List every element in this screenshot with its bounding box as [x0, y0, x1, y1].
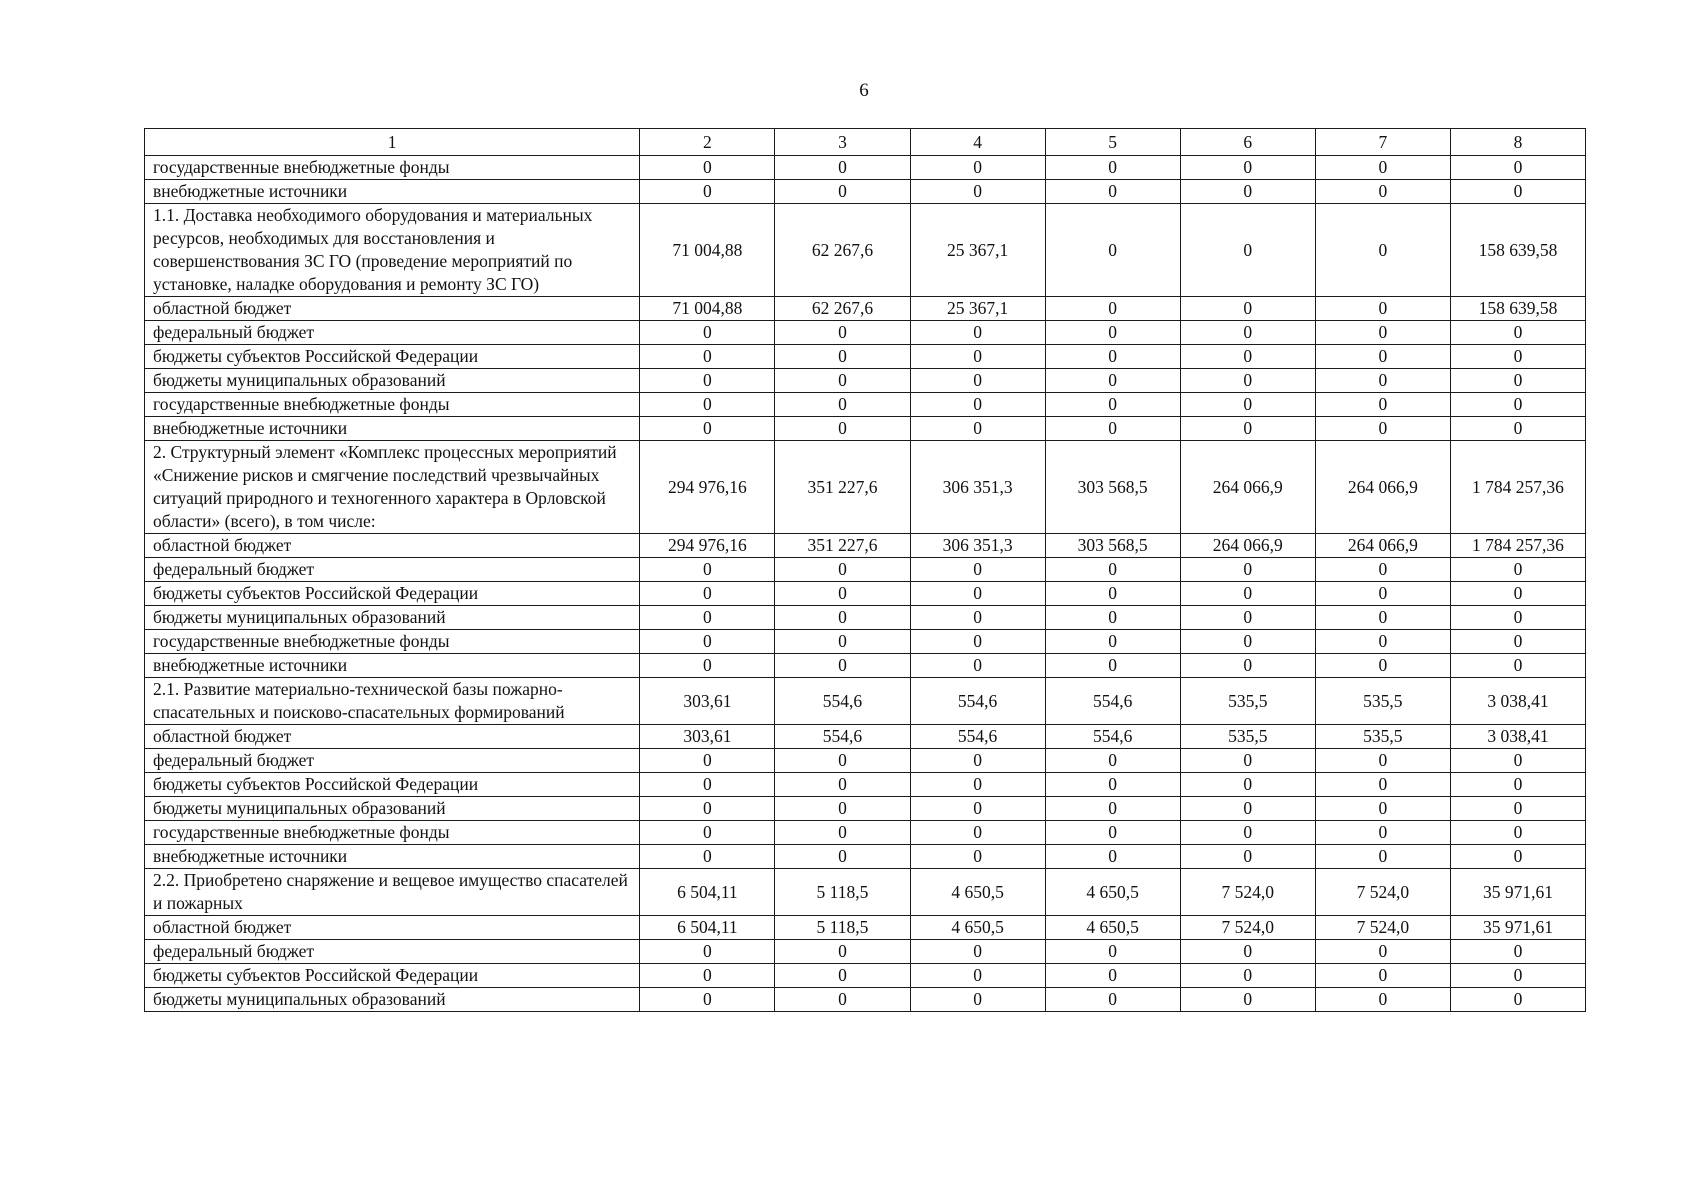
value-cell: 1 784 257,36: [1450, 534, 1585, 558]
value-cell: 158 639,58: [1450, 297, 1585, 321]
value-cell: 0: [640, 773, 775, 797]
value-cell: 554,6: [775, 725, 910, 749]
value-cell: 0: [1045, 369, 1180, 393]
value-cell: 35 971,61: [1450, 916, 1585, 940]
table-row: [145, 417, 1586, 441]
value-cell: 535,5: [1315, 678, 1450, 725]
value-cell: 0: [775, 393, 910, 417]
value-cell: 0: [1450, 749, 1585, 773]
table-row: [145, 558, 1586, 582]
row-label: внебюджетные источники: [145, 180, 640, 204]
value-cell: 0: [640, 180, 775, 204]
value-cell: 554,6: [910, 725, 1045, 749]
value-cell: 7 524,0: [1315, 916, 1450, 940]
value-cell: 294 976,16: [640, 534, 775, 558]
value-cell: 0: [640, 606, 775, 630]
value-cell: 0: [1180, 773, 1315, 797]
row-label: федеральный бюджет: [145, 321, 640, 345]
budget-table-body: [145, 129, 1586, 1012]
table-row: [145, 845, 1586, 869]
header-cell: 7: [1315, 129, 1450, 156]
value-cell: 0: [1045, 940, 1180, 964]
value-cell: 351 227,6: [775, 441, 910, 534]
value-cell: 0: [1180, 558, 1315, 582]
value-cell: 303,61: [640, 725, 775, 749]
table-row: [145, 630, 1586, 654]
value-cell: 0: [775, 345, 910, 369]
value-cell: 0: [775, 654, 910, 678]
value-cell: 0: [1045, 749, 1180, 773]
row-label: внебюджетные источники: [145, 845, 640, 869]
value-cell: 25 367,1: [910, 204, 1045, 297]
value-cell: 0: [775, 964, 910, 988]
value-cell: 554,6: [1045, 678, 1180, 725]
table-row: [145, 582, 1586, 606]
value-cell: 0: [1450, 606, 1585, 630]
row-label: 2. Структурный элемент «Комплекс процессных мероприятий «Снижение рисков и смягчение последствий чрезвычайных ситуаций природного и техногенного характера в Орловской области» (всего), в том числе:: [145, 441, 640, 534]
value-cell: 0: [910, 940, 1045, 964]
value-cell: 0: [910, 417, 1045, 441]
value-cell: 0: [910, 988, 1045, 1012]
value-cell: 0: [640, 630, 775, 654]
value-cell: 554,6: [910, 678, 1045, 725]
value-cell: 0: [775, 845, 910, 869]
row-label: бюджеты субъектов Российской Федерации: [145, 345, 640, 369]
table-row: [145, 393, 1586, 417]
value-cell: 71 004,88: [640, 204, 775, 297]
value-cell: 0: [1450, 180, 1585, 204]
value-cell: 3 038,41: [1450, 725, 1585, 749]
value-cell: 0: [775, 773, 910, 797]
value-cell: 0: [1045, 773, 1180, 797]
value-cell: 0: [1180, 321, 1315, 345]
row-label: внебюджетные источники: [145, 654, 640, 678]
value-cell: 71 004,88: [640, 297, 775, 321]
value-cell: 0: [1180, 964, 1315, 988]
value-cell: 0: [775, 797, 910, 821]
value-cell: 0: [1315, 964, 1450, 988]
header-cell: 5: [1045, 129, 1180, 156]
value-cell: 3 038,41: [1450, 678, 1585, 725]
table-row: [145, 773, 1586, 797]
row-label: 2.2. Приобретено снаряжение и вещевое имущество спасателей и пожарных: [145, 869, 640, 916]
budget-table: [144, 128, 1586, 1012]
value-cell: 535,5: [1180, 725, 1315, 749]
value-cell: 0: [1045, 345, 1180, 369]
value-cell: 303,61: [640, 678, 775, 725]
value-cell: 7 524,0: [1315, 869, 1450, 916]
row-label: федеральный бюджет: [145, 749, 640, 773]
value-cell: 0: [1180, 749, 1315, 773]
table-row: [145, 869, 1586, 916]
header-cell: 4: [910, 129, 1045, 156]
value-cell: 0: [640, 321, 775, 345]
value-cell: 0: [910, 582, 1045, 606]
value-cell: 0: [1180, 180, 1315, 204]
value-cell: 0: [1045, 964, 1180, 988]
value-cell: 62 267,6: [775, 297, 910, 321]
row-label: государственные внебюджетные фонды: [145, 630, 640, 654]
value-cell: 0: [1450, 821, 1585, 845]
row-label: федеральный бюджет: [145, 558, 640, 582]
value-cell: 0: [1045, 630, 1180, 654]
value-cell: 0: [1180, 582, 1315, 606]
value-cell: 0: [1315, 749, 1450, 773]
value-cell: 1 784 257,36: [1450, 441, 1585, 534]
value-cell: 0: [640, 558, 775, 582]
value-cell: 0: [910, 845, 1045, 869]
value-cell: 35 971,61: [1450, 869, 1585, 916]
row-label: 1.1. Доставка необходимого оборудования и материальных ресурсов, необходимых для восстановления и совершенствования ЗС ГО (проведение мероприятий по установке, наладке оборудования и ремонту ЗС ГО): [145, 204, 640, 297]
value-cell: 0: [1180, 369, 1315, 393]
value-cell: 0: [1450, 797, 1585, 821]
value-cell: 0: [1180, 393, 1315, 417]
value-cell: 0: [1315, 821, 1450, 845]
row-label: областной бюджет: [145, 534, 640, 558]
value-cell: 351 227,6: [775, 534, 910, 558]
value-cell: 0: [1180, 630, 1315, 654]
value-cell: 6 504,11: [640, 916, 775, 940]
value-cell: 0: [1315, 393, 1450, 417]
row-label: областной бюджет: [145, 916, 640, 940]
value-cell: 0: [1450, 369, 1585, 393]
value-cell: 4 650,5: [1045, 916, 1180, 940]
value-cell: 264 066,9: [1315, 441, 1450, 534]
value-cell: 0: [640, 393, 775, 417]
value-cell: 0: [1450, 393, 1585, 417]
value-cell: 0: [1315, 180, 1450, 204]
value-cell: 0: [1045, 654, 1180, 678]
value-cell: 25 367,1: [910, 297, 1045, 321]
value-cell: 0: [1045, 988, 1180, 1012]
value-cell: 0: [775, 606, 910, 630]
value-cell: 0: [1450, 845, 1585, 869]
value-cell: 4 650,5: [910, 869, 1045, 916]
value-cell: 554,6: [775, 678, 910, 725]
value-cell: 0: [775, 940, 910, 964]
value-cell: 306 351,3: [910, 534, 1045, 558]
value-cell: 0: [1045, 582, 1180, 606]
value-cell: 0: [1045, 321, 1180, 345]
value-cell: 0: [1045, 204, 1180, 297]
value-cell: 0: [1180, 821, 1315, 845]
value-cell: 0: [1315, 297, 1450, 321]
header-cell: 3: [775, 129, 910, 156]
value-cell: 0: [1450, 582, 1585, 606]
row-label: государственные внебюджетные фонды: [145, 393, 640, 417]
value-cell: 0: [640, 654, 775, 678]
header-row: [145, 129, 1586, 156]
table-row: [145, 204, 1586, 297]
table-row: [145, 678, 1586, 725]
header-cell: 2: [640, 129, 775, 156]
value-cell: 0: [910, 369, 1045, 393]
value-cell: 0: [1315, 558, 1450, 582]
value-cell: 0: [1450, 558, 1585, 582]
value-cell: 0: [775, 749, 910, 773]
table-row: [145, 988, 1586, 1012]
value-cell: 0: [1315, 773, 1450, 797]
table-row: [145, 369, 1586, 393]
value-cell: 0: [1450, 630, 1585, 654]
table-row: [145, 156, 1586, 180]
value-cell: 0: [1180, 606, 1315, 630]
value-cell: 0: [1450, 156, 1585, 180]
value-cell: 0: [1180, 988, 1315, 1012]
value-cell: 0: [910, 821, 1045, 845]
value-cell: 0: [640, 417, 775, 441]
value-cell: 535,5: [1315, 725, 1450, 749]
row-label: государственные внебюджетные фонды: [145, 821, 640, 845]
value-cell: 0: [640, 749, 775, 773]
value-cell: 0: [775, 582, 910, 606]
table-row: [145, 321, 1586, 345]
value-cell: 0: [775, 558, 910, 582]
value-cell: 0: [910, 321, 1045, 345]
value-cell: 0: [910, 156, 1045, 180]
value-cell: 0: [640, 940, 775, 964]
value-cell: 0: [1045, 821, 1180, 845]
value-cell: 0: [1180, 345, 1315, 369]
table-row: [145, 821, 1586, 845]
value-cell: 264 066,9: [1180, 441, 1315, 534]
table-row: [145, 441, 1586, 534]
value-cell: 554,6: [1045, 725, 1180, 749]
value-cell: 0: [1045, 393, 1180, 417]
value-cell: 0: [1450, 964, 1585, 988]
value-cell: 6 504,11: [640, 869, 775, 916]
row-label: бюджеты субъектов Российской Федерации: [145, 773, 640, 797]
value-cell: 0: [1315, 369, 1450, 393]
value-cell: 62 267,6: [775, 204, 910, 297]
value-cell: 0: [1045, 417, 1180, 441]
value-cell: 0: [1315, 345, 1450, 369]
value-cell: 0: [640, 845, 775, 869]
value-cell: 0: [640, 797, 775, 821]
value-cell: 0: [1180, 204, 1315, 297]
value-cell: 0: [640, 988, 775, 1012]
value-cell: 0: [775, 417, 910, 441]
value-cell: 0: [1315, 988, 1450, 1012]
value-cell: 0: [910, 345, 1045, 369]
value-cell: 0: [910, 654, 1045, 678]
value-cell: 4 650,5: [1045, 869, 1180, 916]
row-label: государственные внебюджетные фонды: [145, 156, 640, 180]
value-cell: 0: [1045, 845, 1180, 869]
value-cell: 0: [910, 749, 1045, 773]
value-cell: 0: [1450, 988, 1585, 1012]
table-row: [145, 964, 1586, 988]
value-cell: 0: [775, 156, 910, 180]
value-cell: 0: [1045, 558, 1180, 582]
value-cell: 0: [1315, 321, 1450, 345]
header-cell: 8: [1450, 129, 1585, 156]
value-cell: 0: [775, 630, 910, 654]
value-cell: 0: [775, 180, 910, 204]
table-row: [145, 916, 1586, 940]
value-cell: 0: [1315, 940, 1450, 964]
row-label: бюджеты муниципальных образований: [145, 606, 640, 630]
value-cell: 0: [910, 393, 1045, 417]
value-cell: 158 639,58: [1450, 204, 1585, 297]
value-cell: 0: [910, 797, 1045, 821]
value-cell: 264 066,9: [1180, 534, 1315, 558]
table-row: [145, 534, 1586, 558]
row-label: федеральный бюджет: [145, 940, 640, 964]
value-cell: 306 351,3: [910, 441, 1045, 534]
header-cell: 6: [1180, 129, 1315, 156]
row-label: внебюджетные источники: [145, 417, 640, 441]
page-number: 6: [859, 80, 869, 101]
value-cell: 7 524,0: [1180, 916, 1315, 940]
value-cell: 0: [910, 558, 1045, 582]
value-cell: 0: [1180, 654, 1315, 678]
value-cell: 0: [1180, 940, 1315, 964]
row-label: областной бюджет: [145, 297, 640, 321]
value-cell: 0: [1450, 773, 1585, 797]
row-label: бюджеты муниципальных образований: [145, 369, 640, 393]
value-cell: 0: [640, 821, 775, 845]
value-cell: 0: [775, 988, 910, 1012]
row-label: бюджеты муниципальных образований: [145, 988, 640, 1012]
table-row: [145, 180, 1586, 204]
value-cell: 0: [640, 156, 775, 180]
value-cell: 0: [640, 964, 775, 988]
value-cell: 0: [1045, 156, 1180, 180]
value-cell: 264 066,9: [1315, 534, 1450, 558]
table-row: [145, 606, 1586, 630]
value-cell: 0: [1315, 606, 1450, 630]
value-cell: 0: [1450, 940, 1585, 964]
value-cell: 0: [1450, 654, 1585, 678]
value-cell: 0: [910, 630, 1045, 654]
value-cell: 7 524,0: [1180, 869, 1315, 916]
value-cell: 0: [1180, 297, 1315, 321]
value-cell: 0: [1045, 606, 1180, 630]
value-cell: 0: [1450, 417, 1585, 441]
value-cell: 0: [1180, 156, 1315, 180]
value-cell: 0: [1450, 321, 1585, 345]
value-cell: 535,5: [1180, 678, 1315, 725]
value-cell: 0: [775, 821, 910, 845]
value-cell: 294 976,16: [640, 441, 775, 534]
value-cell: 0: [910, 606, 1045, 630]
row-label: бюджеты субъектов Российской Федерации: [145, 964, 640, 988]
value-cell: 303 568,5: [1045, 441, 1180, 534]
value-cell: 0: [1180, 797, 1315, 821]
value-cell: 0: [640, 369, 775, 393]
value-cell: 0: [1180, 845, 1315, 869]
value-cell: 0: [910, 180, 1045, 204]
row-label: бюджеты муниципальных образований: [145, 797, 640, 821]
value-cell: 0: [775, 321, 910, 345]
table-row: [145, 297, 1586, 321]
value-cell: 0: [1315, 417, 1450, 441]
table-row: [145, 940, 1586, 964]
value-cell: 0: [1045, 297, 1180, 321]
table-row: [145, 797, 1586, 821]
value-cell: 0: [1315, 797, 1450, 821]
row-label: областной бюджет: [145, 725, 640, 749]
value-cell: 0: [1315, 630, 1450, 654]
row-label: 2.1. Развитие материально-технической базы пожарно-спасательных и поисково-спасательных формирований: [145, 678, 640, 725]
value-cell: 303 568,5: [1045, 534, 1180, 558]
table-row: [145, 654, 1586, 678]
header-cell: 1: [145, 129, 640, 156]
value-cell: 0: [910, 964, 1045, 988]
value-cell: 5 118,5: [775, 916, 910, 940]
value-cell: 0: [775, 369, 910, 393]
value-cell: 0: [1045, 797, 1180, 821]
value-cell: 0: [1450, 345, 1585, 369]
value-cell: 0: [1315, 204, 1450, 297]
value-cell: 0: [1315, 654, 1450, 678]
value-cell: 0: [1315, 845, 1450, 869]
value-cell: 0: [910, 773, 1045, 797]
value-cell: 0: [1315, 156, 1450, 180]
row-label: бюджеты субъектов Российской Федерации: [145, 582, 640, 606]
table-row: [145, 749, 1586, 773]
value-cell: 4 650,5: [910, 916, 1045, 940]
value-cell: 5 118,5: [775, 869, 910, 916]
table-row: [145, 725, 1586, 749]
table-row: [145, 345, 1586, 369]
value-cell: 0: [640, 582, 775, 606]
value-cell: 0: [640, 345, 775, 369]
value-cell: 0: [1180, 417, 1315, 441]
value-cell: 0: [1045, 180, 1180, 204]
value-cell: 0: [1315, 582, 1450, 606]
